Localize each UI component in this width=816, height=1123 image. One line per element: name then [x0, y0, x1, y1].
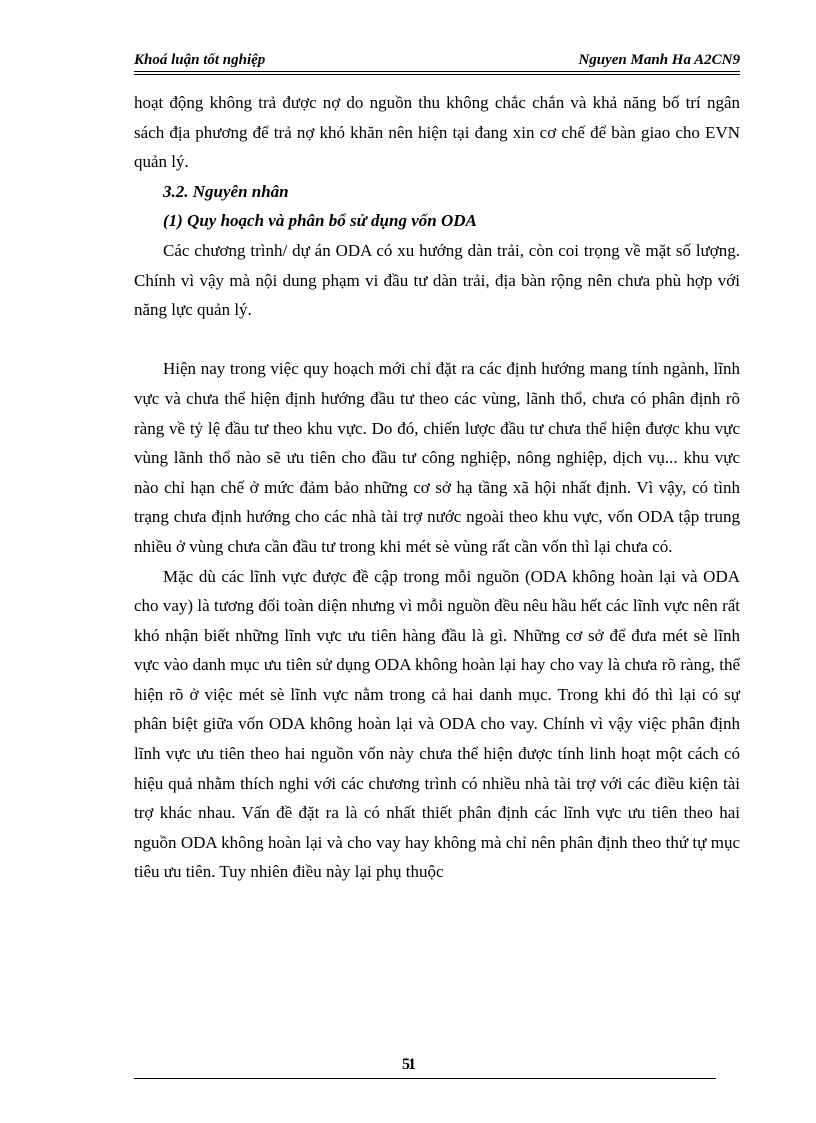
paragraph: Mặc dù các lĩnh vực được đề cập trong mỗi nguồn (ODA không hoàn lại và ODA cho vay) là tương đối toàn diện nhưng vì mỗi nguồn đều nêu hầu hết các lĩnh vực nên rất khó nhận biết những lĩnh vực ưu tiên hàng đầu là gì. Những cơ sở để đưa mét sè lĩnh vực vào danh mục ưu tiên sử dụng ODA không hoàn lại hay cho vay là chưa rõ ràng, thể hiện rõ ở việc mét sè lĩnh vực nằm trong cả hai danh mục. Trong khi đó thì lại có sự phân biệt giữa vốn ODA không hoàn lại và ODA cho vay. Chính vì vậy việc phân định lĩnh vực ưu tiên theo hai nguồn vốn này chưa thể hiện được tính linh hoạt một cách có hiệu quả nhằm thích nghi với các chương trình có nhiều nhà tài trợ với các điều kiện tài trợ khác nhau. Vấn đề đặt ra là có nhất thiết phân định các lĩnh vực ưu tiên theo hai nguồn ODA không hoàn lại và cho vay hay không mà chỉ nên phân định theo thứ tự mục tiêu ưu tiên. Tuy nhiên điều này lại phụ thuộc — [134, 566, 740, 882]
header-thesis-title: Khoá luận tốt nghiệp — [134, 52, 266, 68]
paragraph: Hiện nay trong việc quy hoạch mới chỉ đặt ra các định hướng mang tính ngành, lĩnh vực và chưa thể hiện định hướng đầu tư theo các vùng, lãnh thổ, chưa có phân định rõ ràng về tỷ lệ đầu tư theo khu vực. Do đó, chiến lược đầu tư chưa thể hiện được khu vực vùng lãnh thổ nào sẽ ưu tiên cho đầu tư công nghiệp, nông nghiệp, dịch vụ... khu vực nào chỉ hạn chế ở mức đảm bảo những cơ sở hạ tầng xã hội nhất định. Vì vậy, có tình trạng chưa định hướng cho các nhà tài trợ nước ngoài theo khu vực, vốn ODA tập trung nhiều ở vùng chưa cần đầu tư trong khi mét sè vùng rất cần vốn thì lại chưa có. — [134, 359, 740, 556]
paragraph: Các chương trình/ dự án ODA có xu hướng dàn trải, còn coi trọng về mặt số lượng. Chính vì vậy mà nội dung phạm vi đầu tư dàn trải, địa bàn rộng nên chưa phù hợp với năng lực quản lý. — [134, 240, 740, 320]
header-author: Nguyen Manh Ha A2CN9 — [578, 52, 740, 68]
footer-rule — [134, 1078, 716, 1079]
page-number: 51 — [402, 1056, 414, 1073]
page-header — [134, 50, 740, 72]
page-body — [134, 88, 740, 887]
paragraph-continuation: hoạt động không trả được nợ do nguồn thu không chắc chắn và khả năng bố trí ngân sách địa phương để trả nợ khó khăn nên hiện tại đang xin cơ chế để bàn giao cho EVN quản lý. — [134, 93, 740, 172]
header-rule — [134, 71, 740, 75]
section-heading: 3.2. Nguyên nhân — [163, 181, 289, 201]
paragraph-gap — [134, 325, 740, 355]
subsection-heading: (1) Quy hoạch và phân bổ sử dụng vốn ODA — [163, 211, 477, 231]
